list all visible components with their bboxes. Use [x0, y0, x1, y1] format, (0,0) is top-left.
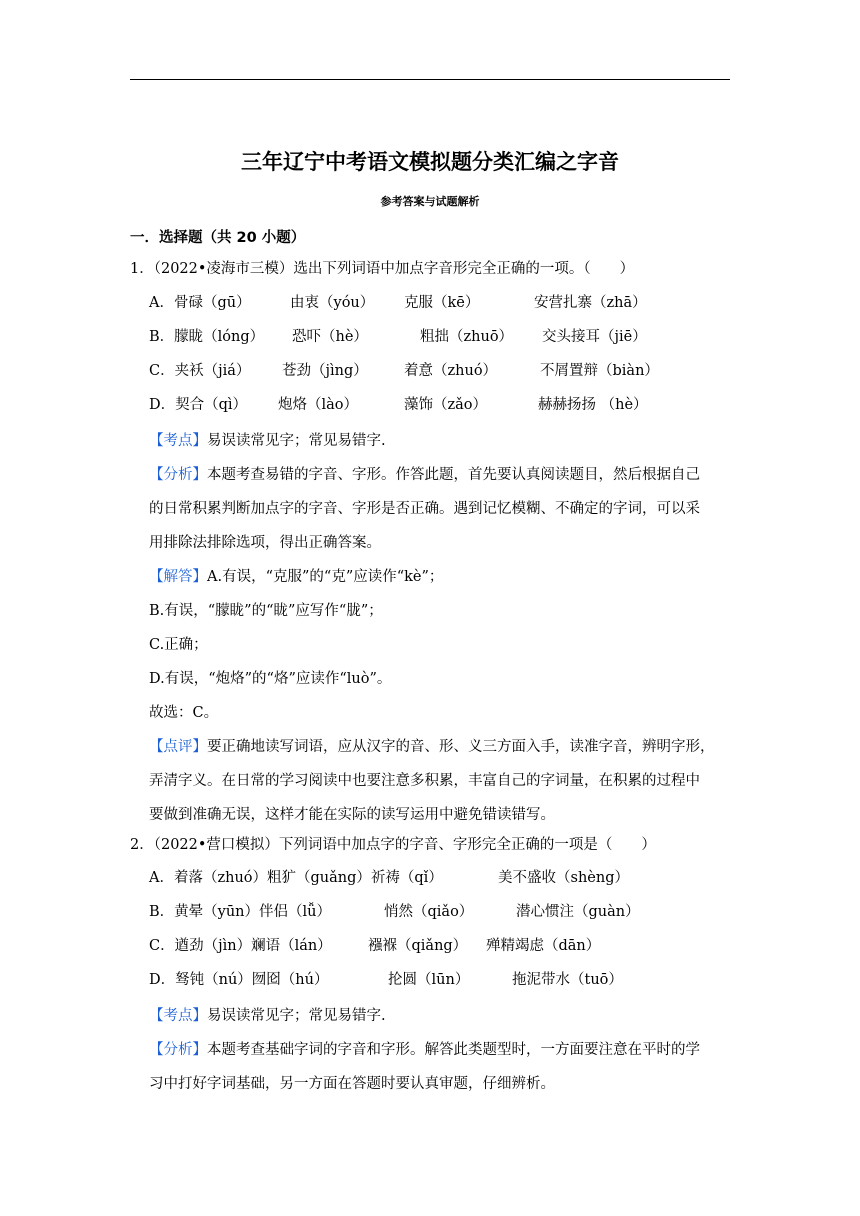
page-title: 三年辽宁中考语文模拟题分类汇编之字音: [241, 150, 619, 174]
q1-c-word-4: 不屑置辩（biàn）: [540, 363, 659, 379]
q1-jieda-line-1: [149, 565, 443, 586]
q1-b-word-2: 恐吓（hè）: [292, 329, 368, 345]
q2-c-word-2: 襁褓（qiǎng）: [368, 938, 468, 954]
q1-jieda-line-4: D.有误，“炮烙”的“烙”应读作“luò”。: [149, 671, 392, 687]
q1-b-word-4: 交头接耳（jiē）: [542, 329, 647, 345]
q1-b-word-1: B．朦眬（lóng）: [149, 329, 265, 345]
dianping-tag: 【点评】: [149, 739, 207, 755]
fenxi-tag: 【分析】: [149, 1042, 207, 1058]
q2-fenxi-line-1: [149, 1038, 700, 1059]
kaodian-tag: 【考点】: [149, 433, 207, 449]
q1-d-word-4: 赫赫扬扬 （hè）: [538, 397, 648, 413]
q1-d-word-3: 藻饰（zǎo）: [404, 397, 488, 413]
q2-b-word-2: 悄然（qiǎo）: [384, 904, 474, 920]
q2-c-word-3: 殚精竭虑（dān）: [486, 938, 601, 954]
q1-c-word-2: 苍劲（jìng）: [282, 363, 368, 379]
q2-d-word-3: 拖泥带水（tuō）: [512, 972, 623, 988]
q1-dianping-line-2: 弄清字义。在日常的学习阅读中也要注意多积累，丰富自己的字词量，在积累的过程中: [149, 773, 700, 789]
jieda-tag: 【解答】: [149, 569, 207, 585]
page-subtitle: 参考答案与试题解析: [380, 195, 480, 208]
q1-c-word-1: C．夹袄（jiá）: [149, 363, 251, 379]
kaodian-text: 易误读常见字；常见易错字.: [207, 1008, 386, 1024]
q1-d-word-1: D．契合（qì）: [149, 397, 248, 413]
q1-d-word-2: 炮烙（lào）: [278, 397, 359, 413]
q1-a-word-2: 由衷（yóu）: [290, 295, 375, 311]
q1-dianping-line-1: [149, 735, 715, 756]
q1-jieda-line-3: C.正确；: [149, 637, 208, 653]
q2-c-word-1: C．遒劲（jìn）斓语（lán）: [149, 938, 332, 954]
q2-a-word-2: 美不盛收（shèng）: [498, 870, 629, 886]
fenxi-text-1: 本题考查易错的字音、字形。作答此题，首先要认真阅读题目，然后根据自己: [207, 467, 700, 483]
q2-b-word-3: 潜心惯注（guàn）: [516, 904, 640, 920]
jieda-text-1: A.有误，“克服”的“克”应读作“kè”；: [207, 569, 444, 585]
q2-d-word-2: 抡圆（lūn）: [388, 972, 470, 988]
kaodian-tag: 【考点】: [149, 1008, 207, 1024]
q1-fenxi-line-3: 用排除法排除选项，得出正确答案。: [149, 535, 381, 551]
q2-d-word-1: D．驽钝（nú）囫囵（hú）: [149, 972, 329, 988]
dianping-text-1: 要正确地读写词语，应从汉字的音、形、义三方面入手，读准字音，辨明字形，: [207, 739, 715, 755]
q1-dianping-line-3: 要做到准确无误，这样才能在实际的读写运用中避免错读错写。: [149, 807, 555, 823]
q1-kaodian: [149, 429, 386, 450]
kaodian-text: 易误读常见字；常见易错字.: [207, 433, 386, 449]
fenxi-text-1: 本题考查基础字词的字音和字形。解答此类题型时，一方面要注意在平时的学: [207, 1042, 700, 1058]
q1-jieda-line-2: B.有误，“朦眬”的“眬”应写作“胧”；: [149, 603, 383, 619]
q1-fenxi-line-1: [149, 463, 700, 484]
question-2-stem: 2．（2022•营口模拟）下列词语中加点字的字音、字形完全正确的一项是（ ）: [130, 837, 656, 853]
q2-a-word-1: A．着落（zhuó）粗犷（guǎng）祈祷（qǐ）: [149, 870, 443, 886]
q1-a-word-4: 安营扎寨（zhā）: [534, 295, 647, 311]
fenxi-tag: 【分析】: [149, 467, 207, 483]
q1-c-word-3: 着意（zhuó）: [404, 363, 498, 379]
header-rule: [130, 79, 730, 80]
q1-b-word-3: 粗拙（zhuō）: [420, 329, 514, 345]
q1-fenxi-line-2: 的日常积累判断加点字的字音、字形是否正确。遇到记忆模糊、不确定的字词，可以采: [149, 501, 700, 517]
q1-a-word-3: 克服（kē）: [404, 295, 480, 311]
q1-jieda-line-5: 故选：C。: [149, 705, 219, 721]
section-heading: 一．选择题（共 20 小题）: [130, 230, 306, 246]
q2-fenxi-line-2: 习中打好字词基础，另一方面在答题时要认真审题，仔细辨析。: [149, 1076, 555, 1092]
q2-kaodian: [149, 1004, 386, 1025]
question-1-stem: 1．（2022•凌海市三模）选出下列词语中加点字音形完全正确的一项。（ ）: [130, 261, 635, 277]
q2-b-word-1: B．黄晕（yūn）伴侣（lǚ）: [149, 904, 331, 920]
q1-a-word-1: A．骨碌（gū）: [149, 295, 251, 311]
